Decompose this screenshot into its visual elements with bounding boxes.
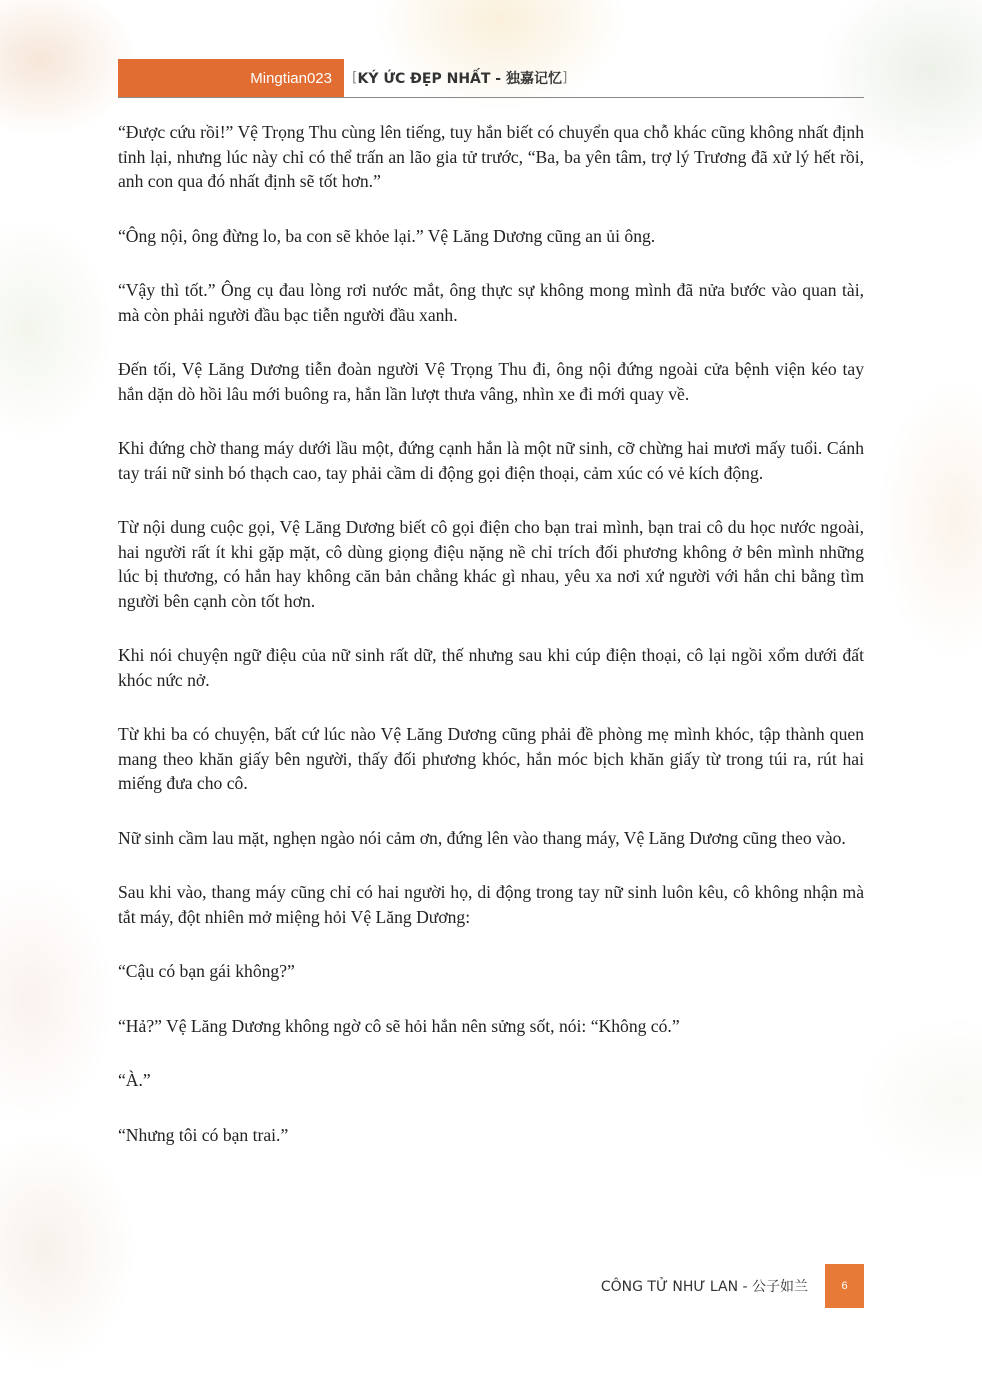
footer-book-author: CÔNG TỬ NHƯ LAN - 公子如兰 (600, 1279, 808, 1295)
header-book-title: KÝ ỨC ĐẸP NHẤT - 独嘉记忆 (357, 71, 562, 87)
header-author-tab (118, 59, 344, 97)
paragraph: “Ông nội, ông đừng lo, ba con sẽ khỏe lại.” Vệ Lăng Dương cũng an ủi ông. (118, 225, 656, 246)
header-title: [ KÝ ỨC ĐẸP NHẤT - 独嘉记忆 ] (352, 70, 568, 87)
paragraph: Từ khi ba có chuyện, bất cứ lúc nào Vệ Lăng Dương cũng phải đề phòng mẹ mình khóc, tập thành quen mang theo khăn giấy bên người, thấy đối phương khóc, hắn móc bịch khăn giấy từ trong túi ra, rút hai miếng đưa cho cô. (118, 724, 864, 793)
paragraph: Từ nội dung cuộc gọi, Vệ Lăng Dương biết cô gọi điện cho bạn trai mình, bạn trai cô du học nước ngoài, hai người rất ít khi gặp mặt, cô dùng giọng điệu nặng nề chỉ trích đối phương không ở bên mình những lúc bị thương, có hắn hay không căn bản chẳng khác gì nhau, yêu xa nơi xứ người với hắn chi bằng tìm người bên cạnh còn tốt hơn. (118, 517, 864, 611)
body-text (118, 120, 864, 1177)
page-number: 6 (841, 1280, 848, 1292)
paragraph: Khi nói chuyện ngữ điệu của nữ sinh rất dữ, thế nhưng sau khi cúp điện thoại, cô lại ngồi xổm dưới đất khóc nức nở. (118, 645, 864, 690)
paragraph: “Vậy thì tốt.” Ông cụ đau lòng rơi nước mắt, ông thực sự không mong mình đã nửa bước vào quan tài, mà còn phải người đầu bạc tiễn người đầu xanh. (118, 280, 864, 325)
paragraph: “Hả?” Vệ Lăng Dương không ngờ cô sẽ hỏi hắn nên sửng sốt, nói: “Không có.” (118, 1015, 680, 1036)
paragraph: Khi đứng chờ thang máy dưới lầu một, đứng cạnh hắn là một nữ sinh, cỡ chừng hai mươi mấy tuổi. Cánh tay trái nữ sinh bó thạch cao, tay phải cầm di động gọi điện thoại, cảm xúc có vẻ kích động. (118, 438, 864, 483)
page-number-badge (825, 1264, 864, 1308)
page-header (118, 59, 864, 98)
paragraph: Nữ sinh cầm lau mặt, nghẹn ngào nói cảm ơn, đứng lên vào thang máy, Vệ Lăng Dương cũng theo vào. (118, 827, 846, 848)
paragraph: “Nhưng tôi có bạn trai.” (118, 1124, 289, 1145)
paragraph: Sau khi vào, thang máy cũng chỉ có hai người họ, di động trong tay nữ sinh luôn kêu, cô không nhận mà tắt máy, đột nhiên mở miệng hỏi Vệ Lăng Dương: (118, 882, 864, 927)
paragraph: Đến tối, Vệ Lăng Dương tiễn đoàn người Vệ Trọng Thu đi, ông nội đứng ngoài cửa bệnh viện kéo tay hắn dặn dò hồi lâu mới buông ra, hắn lần lượt thưa vâng, nhìn xe đi mới quay về. (118, 359, 864, 404)
header-author: Mingtian023 (250, 69, 332, 87)
paragraph: “Cậu có bạn gái không?” (118, 961, 295, 981)
paragraph: “À.” (118, 1070, 151, 1090)
paragraph: “Được cứu rồi!” Vệ Trọng Thu cùng lên tiếng, tuy hắn biết có chuyển qua chỗ khác cũng không nhất định tỉnh lại, nhưng lúc này chỉ có thể trấn an lão gia tử trước, “Ba, ba yên tâm, trợ lý Trương đã xử lý hết rồi, anh con qua đó nhất định sẽ tốt hơn.” (118, 122, 864, 191)
